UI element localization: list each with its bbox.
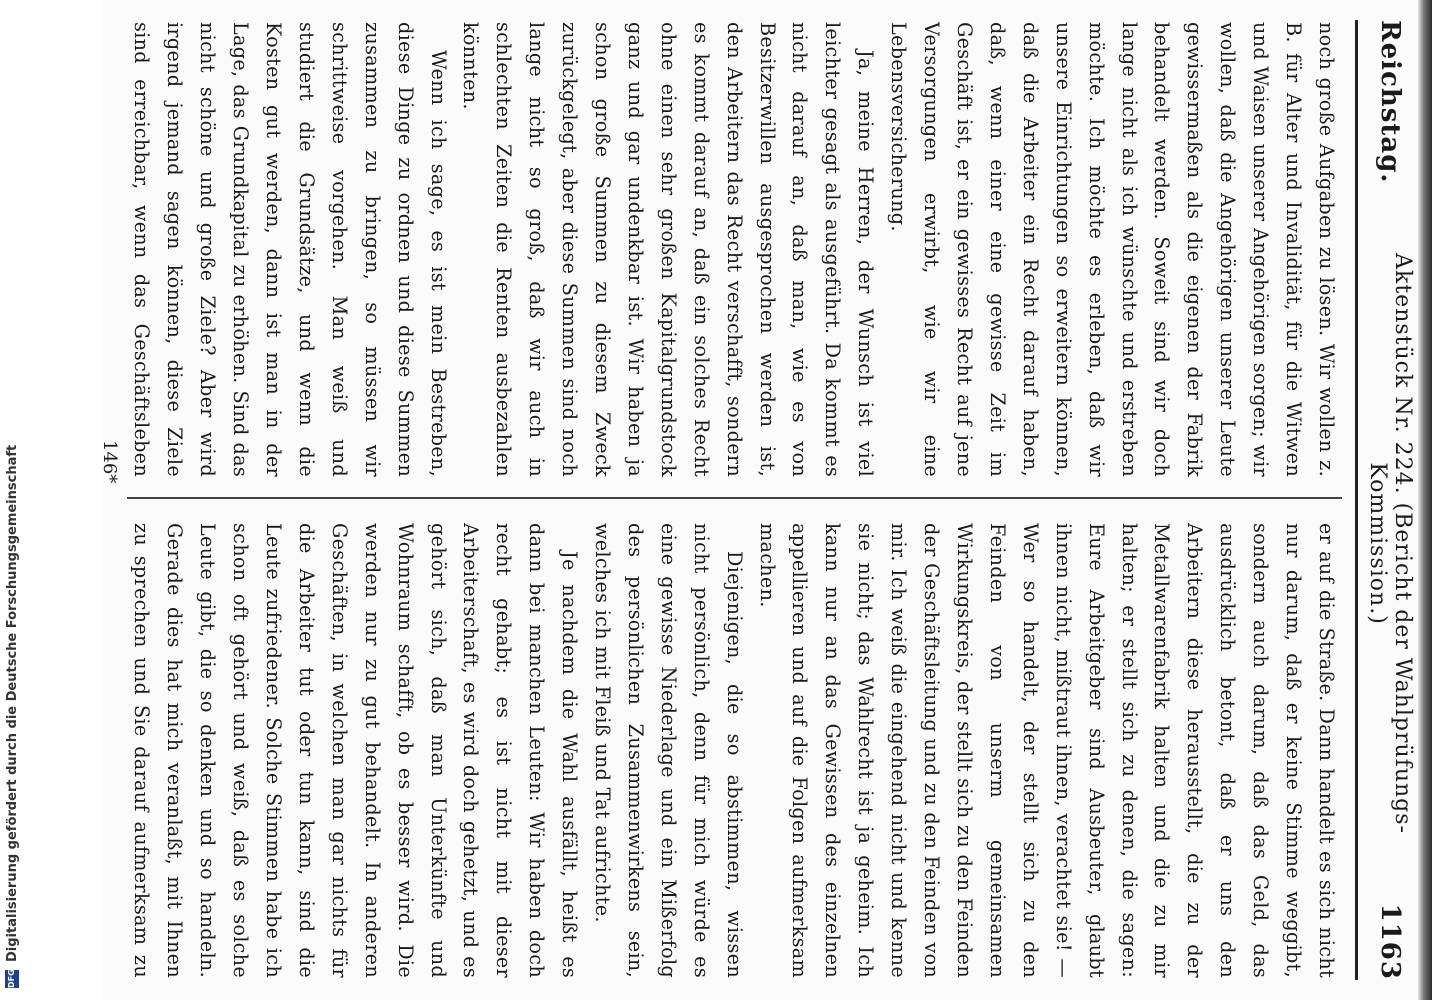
page-number: 1163 — [1375, 903, 1405, 980]
text-column-left — [127, 22, 1342, 477]
header-document-title — [1365, 184, 1415, 904]
text-column-right — [127, 523, 1342, 978]
digitization-credit — [0, 0, 24, 1000]
header-chamber: Reichstag. — [1375, 20, 1405, 184]
header-rule — [1355, 20, 1358, 980]
paragraph: Wenn ich sage, es ist mein Bestreben, diese Dinge zu ordnen und diese Summen zusammen zu bringen, so müssen wir schrittweise vorgehen. Man weiß und studiert die Grundsätze, und wenn die Kosten gut werden, dann ist man in der Lage, das Grundkapital zu erhöhen. Sind das nicht schöne und große Ziele? Aber wird irgend jemand sagen können, diese Ziele sind erreichbar, wenn das Geschäftsleben — [130, 22, 450, 477]
digitization-credit-text: Digitalisierung gefördert durch die Deutsche Forschungsgemeinschaft — [4, 444, 20, 962]
dfg-logo-icon: DFG — [5, 970, 19, 988]
header-document-number: Aktenstück Nr. 224. — [1390, 253, 1415, 495]
paragraph: Je nachdem die Wahl ausfällt, heißt es dann bei manchen Leuten: Wir haben doch recht gehabt; es ist nicht mit dieser Arbeiterschaft, es wird doch gehetzt, und es gehört sich, daß man Unterkünfte und Wohnraum schafft, ob es besser wird. Die werden nur zu gut behandelt. In anderen Geschäften, in welchen man gar nichts für die Arbeiter tut oder tun kann, sind die Leute zufriedener. Solche Stimmen habe ich schon oft gehört und weiß, daß es solche Leute gibt, die so denken und so handeln. Gerade dies hat mich veranlaßt, mit Ihnen zu sprechen und Sie darauf aufmerksam zu — [130, 523, 582, 978]
page-header — [1366, 20, 1414, 980]
paragraph: er auf die Straße. Dann handelt es sich nicht nur darum, daß er keine Stimme weggibt, sondern auch darum, daß das Geld, das ausdrücklich betont, daß er uns den Arbeitern diese herausstellt, die zu der Metallwarenfabrik halten und die zu mir halten; er stellt sich zu denen, die sagen: Eure Arbeitgeber sind Ausbeuter, glaubt ihnen nicht, mißtraut ihnen, verachtet sie! — Wer so handelt, der stellt sich zu den Feinden von unserm gemeinsamen Wirkungskreis, der stellt sich zu den Feinden der Geschäftsleitung und zu den Feinden von mir. Ich weiß die eingehend nicht und kenne sie nicht; das Wahlrecht ist ja geheim. Ich kann nur an das Gewissen des einzelnen appellieren und auf die Folgen aufmerksam machen. — [755, 523, 1338, 978]
column-divider — [127, 497, 1342, 499]
paragraph: Ja, meine Herren, der Wunsch ist viel leichter gesagt als ausgeführt. Da kommt es nicht darauf an, daß man, wie es von Besitzerwillen ausgesprochen werden ist, den Arbeitern das Recht verschafft, sondern es kommt darauf an, daß ein solches Recht ohne einen sehr großen Kapitalgrundstock ganz und gar undenkbar ist. Wir haben ja schon große Summen zu diesem Zweck zurückgelegt, aber diese Summen sind noch lange nicht so groß, daß wir auch in schlechten Zeiten die Renten ausbezahlen könnten. — [459, 22, 878, 477]
paragraph: noch große Aufgaben zu lösen. Wir wollen z. B. für Alter und Invalidität, für die Witwen und Waisen unserer Angehörigen sorgen; wir wollen, daß die Angehörigen unserer Leute gewissermaßen als die eigenen der Fabrik behandelt werden. Soweit sind wir doch lange nicht als ich wünschte und erstreben möchte. Ich möchte es erleben, daß wir unsere Einrichtungen so erweitern können, daß die Arbeiter ein Recht darauf haben, daß, wenn einer eine gewisse Zeit im Geschäft ist, er ein gewisses Recht auf jene Versorgungen erwirbt, wie wir eine Lebensversicherung. — [887, 22, 1338, 477]
page-binding-edge — [1418, 0, 1432, 1000]
paragraph: Diejenigen, die so abstimmen, wissen nicht persönlich, denn für mich würde es eine gewisse Niederlage und ein Mißerfolg des persönlichen Zusammenwirkens sein, welches ich mit Fleiß und Tat aufrichte. — [591, 523, 746, 978]
header-document-subtitle: (Bericht der Wahlprüfungs-Kommission.) — [1365, 462, 1415, 834]
newspaper-sheet — [99, 0, 1432, 1000]
digitization-credit-text-wrap — [0, 0, 24, 1000]
printer-signature: 146* — [99, 440, 120, 484]
